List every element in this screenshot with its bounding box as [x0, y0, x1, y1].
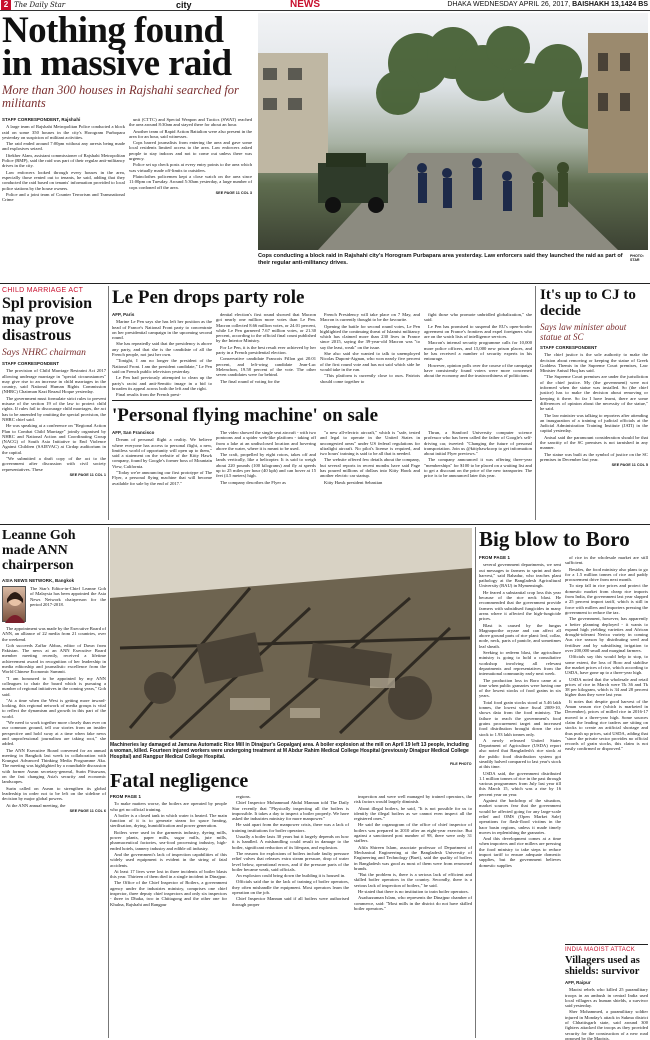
cj-byline: STAFF CORRESPONDENT [540, 345, 598, 350]
lead-photo-caption: Cops conducting a block raid in Rajshahi city's Horogram Purbapara area yesterday. Law enforcers said they launched the raid as part of their regular anti-militancy drives. [258, 253, 623, 266]
lead-see-page[interactable]: SEE PAGE 11 COL 3 [215, 190, 252, 195]
lepen-paragraph: She has repeatedly said that the presidency is above any party, and that she is the candidate of all the French people, not just her own. [112, 341, 212, 358]
boro-paragraph: Blast is caused by the fungus Magnaporthe oryzae and can affect all above ground parts of rice plant: leaf, collar, node, neck, parts of panicle, and sometimes leaf sheath. [479, 622, 561, 649]
fatal-paragraph: Usually a boiler lasts 30 years but it largely depends on how it is handled. A mishandling could result in damage to the boiler, significant reduction of its lifespan, and explosion. [232, 834, 349, 850]
boro-paragraph: Seeking to redeem blast, the agriculture ministry is going to hold a consultative workshop involving all relevant departments and representatives from the international community early next week. [479, 650, 561, 677]
cj-body [540, 345, 648, 469]
boro-paragraph: To step fall in rice prices and protect the domestic market from cheap rice imports from India, the government last year slapped a 25 percent import tariff, which is still in force with millers and importers pressing the government to reduce the tax. [565, 583, 648, 615]
fatal-paragraph: Chief Inspector Mohammad Abdul Mannan told The Daily Star recently that "Physically inspecting all the boilers is impossible. It takes a day to inspect a boiler properly. We have asked the industries ministry for more manpower." [232, 800, 349, 822]
flying-paragraph: "Today we're announcing our first prototype of The Flyer, a personal flying machine that will become available for sale by the end of 2017." [112, 470, 212, 486]
boro-paragraph: Against the backdrop of the situation, market sources fear that the government would be affected going for any large-scale relief and OMS (Open Market Sale) operations for flash-flood victims in the haor basin regions, unless it made timely moves in replenishing the granaries. [479, 798, 561, 835]
lepen-headline[interactable]: Le Pen drops party role [112, 287, 305, 308]
lepen-paragraph: Marine Le Pen says she has left her position as the head of France's National Front party to concentrate on her presidential campaign in the upcoming second round. [112, 319, 212, 341]
boro-paragraph: He feared a substantial crop loss this year because of the rice neck blast. He recommended that the government provide farmers with subsidised fungicides in many areas where it affected the high-fungicide prices. [479, 589, 561, 622]
column-rule [108, 286, 109, 520]
flying-paragraph: The company describes the Flyer as [220, 479, 286, 485]
boro-paragraph: Besides, the food ministry also plans to go for a 1.5 million tonnes of rice and paddy procurement drive from next month. [565, 566, 648, 583]
date-line [447, 0, 648, 10]
flying-column-4 [424, 430, 532, 480]
fatal-paragraph: He said the organogram of the office of chief inspector of boilers was prepared in 2010 after an eight-year exercise. But against a sanctioned post number of 98, there were only 31 staffers. [354, 822, 472, 844]
fatal-paragraph: Asaduzzaman Islam, who represents the Dinajpur chamber of commerce, said: "Most mills in the district do not have skilled boiler operators." [354, 895, 472, 911]
leanne-body [2, 626, 106, 814]
lepen-byline: AFP, Paris [112, 312, 135, 317]
boro-paragraph: And this development comes at a time when importers and rice millers are pressing the food ministry to take steps to reduce import tariff to ensure adequate domestic supplies, but the government believes domestic supplies [479, 836, 561, 868]
section-divider [0, 524, 650, 525]
boro-paragraph: of rice in the wholesale market are still sufficient. [565, 555, 648, 566]
lead-paragraph: Police set up check posts at every entry points to the area which was virtually made off-limits to outsiders. [129, 162, 252, 173]
spl-paragraph: He was speaking at a conference on "Regional Action Plan to Combat Child Marriage" jointly organised by NHRC and National Action and Coordinating Group (NACG) of South Asia Initiative to End Violence Against Children (SAIEVAC) at Cirdap auditorium in the capital. [2, 423, 106, 455]
boro-paragraph: A newly released United States Department of Agriculture (USDA) report also noted that Bangladesh's rice stock at the public food distribution system got steadily halved compared to last year's stock at this time. [479, 737, 561, 770]
lead-paragraph: Law enforcers looked through every houses in the area, especially those rented out to tenants, he said, adding that they conducted the raid based on tenants' information provided to local police stations by the house owners. [2, 169, 125, 191]
lepen-column-2 [216, 312, 316, 385]
section-divider [112, 400, 532, 401]
lepen-paragraph: She also said she wanted to talk to unemployed Nicolas Dupont-Aignan, who won nearly five percent of the first round vote and has not said which side he would take in the run. [320, 351, 420, 372]
section-divider [565, 944, 648, 945]
lead-photo-raid [258, 13, 648, 250]
boro-column-1 [479, 555, 561, 869]
lead-paragraph: Another team of Rapid Action Battalion were also present in the area for an hour, said witnesses. [129, 128, 252, 139]
leanne-paragraph: "I am honoured to be appointed by my ANN colleagues to chair the board which is pursuing a number of regional initiatives in the coming years," Goh said. [2, 675, 106, 697]
cj-headline[interactable]: It's up to CJ to decide [540, 287, 636, 319]
fatal-paragraph: About illegal boilers, he said, "It is not possible for us to identify the illegal boilers as we cannot even inspect all the registered ones." [354, 805, 472, 822]
flying-column-2 [216, 430, 316, 486]
lead-column-1 [2, 117, 125, 203]
date-text: DHAKA WEDNESDAY APRIL 26, 2017, [447, 1, 571, 8]
fatal-paragraph: Officials said due to the lack of training of boiler operators, they often mishandle the equipment. Most operators learn the operation on the job. [232, 879, 349, 896]
cj-subhead: Says law minister about statue at SC [540, 322, 627, 342]
lepen-paragraph: The final round of voting for the [220, 378, 280, 384]
maoist-headline[interactable]: Villagers used as shields: survivor [565, 955, 640, 977]
fatal-column-2 [232, 794, 349, 908]
portrait-illustration [3, 587, 27, 623]
leanne-intro [30, 586, 106, 608]
maoist-kicker: INDIA MAOIST ATTACK [565, 947, 636, 953]
section-divider [0, 283, 650, 284]
fatal-paragraph: And the government's lack of inspection capabilities of this widely used equipment is evident in the string of fatal accidents. [110, 851, 227, 868]
flying-paragraph: The company announced it was offering three-year "memberships" for $100 to be placed on a waiting list and to get a discount on the price of the new transporter. The price is to be announced later this year. [424, 457, 532, 479]
spl-headline[interactable]: Spl provision may prove disastrous [2, 295, 92, 344]
boiler-wreck-photo [110, 528, 472, 740]
fatal-paragraph: The reasons for explosions of boilers include faulty pressure relief valves that releases extra steam pressure, drop of water level below, operational errors, and if the pressure parts of the boiler became weak, said officials. [232, 850, 349, 872]
flying-paragraph: Thrun, a Stanford University computer science professor who has been called the father of Google's self-driving car, tweeted: "Changing the future of personal transportation. Join us @kittyhawkcorp to get information about initial Flyer previews." [424, 430, 532, 457]
leanne-byline: ASIA NEWS NETWORK, Bangkok [2, 578, 75, 583]
lead-paragraph: unit (CTTC) and Special Weapon and Tactics (SWAT) reached the area around 8:30am and stayed there for about an hour. [129, 117, 252, 128]
flying-paragraph: The website offered few details about the company, but several reports in recent months have said Page has poured millions of dollars into Kitty Hawk and another electric car startup. [320, 457, 420, 479]
fatal-byline: FROM PAGE 1 [110, 794, 142, 799]
fatal-paragraph: At least 17 lives were lost in three incidents of boiler blasts this year. Thirteen of them died in a single incident in Dinajpur. [110, 868, 227, 880]
bengali-date: BAISHAKH 13,1424 BS [572, 1, 648, 8]
cj-paragraph: The chief justice is the sole authority to make the decision about removing or keeping the statue of Greek Goddess Themis in the Supreme Court premises, Law Minister Anisul Huq has said. [540, 352, 648, 374]
leanne-paragraph: Surin called on Asean to strengthen its global leadership in order not to be left on the sideline of decision by major global powers. [2, 785, 106, 802]
fatal-paragraph: Chief Inspector Mannan said if all boilers were authorised through proper [232, 896, 349, 907]
fatal-paragraph: The Office of the Chief Inspector of Boilers, a government agency under the industries ministry, comprises one chief inspector, three deputy chief inspectors and only six inspectors - three in Dhaka, two in Chittagong and the other one for Khulna, Rajshahi and Rangpur [110, 880, 227, 907]
fatal-paragraph: inspection and were well managed by trained operators, the risk factors would largely diminish. [354, 794, 472, 805]
section-label: city [176, 0, 192, 10]
column-rule [535, 286, 536, 520]
news-label: NEWS [290, 0, 320, 10]
leanne-paragraph: The appointment was made by the Executive Board of ANN, an alliance of 22 media from 21 countries, over the weekend. [2, 626, 107, 642]
leanne-paragraph: At the ANN annual meeting, the [6, 802, 66, 808]
lepen-column-1 [112, 312, 212, 398]
cj-paragraph: Anisul said the paramount consideration should be that the sanctity of the SC premises is not tarnished in any manner. [540, 434, 648, 451]
flying-headline[interactable]: 'Personal flying machine' on sale [112, 405, 378, 426]
lepen-paragraph: "This platform is currently close to ours. Patriots should come together to [320, 373, 420, 384]
spl-see-page[interactable]: SEE PAGE 11 COL 1 [69, 472, 106, 477]
lepen-column-4 [424, 312, 532, 380]
fatal-paragraph: "But the problem is, there is a serious lack of efficient and skilled boiler operators in the country. Secondly, there is a serious lack of inspection of boilers," he said. [354, 872, 472, 888]
leanne-paragraph: The ANN Executive Board convened for an annual meeting in Bangkok last week in collaboration with Krungsri Advanced Thinking Media Programme Aka. The meeting was highlighted by a roundtable discussion with former Asean secretary-general, Surin Pitsuwan, on the fast changing Asia's security and economic landscapes. [2, 747, 106, 785]
lead-photo-credit: PHOTO: STAR [630, 254, 644, 262]
lead-paragraph: Cops barred journalists from entering the area and gave some local residents limited access to the area. Law enforcers asked people to stay indoors and not to come out unless there was urgency. [129, 140, 252, 162]
spl-kicker: CHILD MARRIAGE ACT [2, 287, 84, 294]
flying-byline: AFP, San Francisco [112, 430, 155, 435]
fatal-paragraph: To make matters worse, the boilers are operated by people who get no official training. [110, 801, 227, 812]
lepen-paragraph: Conservative candidate Francois Fillon got 20.01 percent, and left-wing candidate Jean-Luc Melenchon, 19.58 percent of the vote. The other seven candidates were far behind. [216, 356, 316, 378]
boro-paragraph: Officials say this would help to stop, to some extent, the loss of Boro and stabilise the market prices of rice, which according to USDA, have gone up to a three-year high. [565, 654, 648, 676]
fatal-column-1 [110, 794, 227, 908]
cj-paragraph: The law minister was talking to reporters after attending an inauguration of a training of judicial officials at the Judicial Administration Training Institute (JATI) in the capital yesterday. [540, 412, 648, 434]
lepen-paragraph: dential election's first round showed that Macron got nearly one million more votes than Le Pen. Macron collected 8.66 million votes, or 24.01 percent, while Le Pen garnered 7.67 million votes, or 21.30 percent, according to the official final count published by the Interior Ministry. [216, 312, 316, 344]
boro-column-2 [565, 555, 648, 753]
lepen-paragraph: fight those who promote unbridled globalization," she said. [424, 312, 532, 323]
boro-paragraph: Total food grain stocks stood at 5.46 lakh tonnes, the lowest since fiscal 2009-10, shows data from the food ministry. The failure to reach the government's food grains procurement target and increased food distribution brought down the rice stock to 1.93 lakh tonnes only. [479, 699, 561, 737]
fatal-headline[interactable]: Fatal negligence [110, 770, 249, 792]
leanne-headline[interactable]: Leanne Goh made ANN chairperson [2, 528, 76, 573]
lepen-paragraph: Macron's internal security programme calls for 10,000 more police officers, and 15,000 new prison places, and he has received a number of security experts in his entourage. [424, 340, 532, 362]
lead-paragraph: A large team of Rajshahi Metropolitan Police conducted a block raid on some 350 houses in the city's Horogram Purbopara yesterday on suspicion of militant activities. [2, 124, 125, 140]
maoist-paragraph: Maoist rebels who killed 25 paramilitary troops in an ambush in central India used local villagers as human shields, a survivor said yesterday. [565, 987, 648, 1009]
lead-headline[interactable]: Nothing found in massive raid [2, 10, 232, 84]
boro-paragraph: USDA noted that the wholesale and retail prices of rice in March were Tk 36 and Tk 38 per kilogram, which is 34 and 28 percent higher than they were last year. [565, 676, 648, 698]
lead-column-2 [129, 117, 252, 196]
leanne-goh-portrait [2, 586, 26, 622]
lepen-paragraph: For Le Pen, it is the best result ever achieved by her party in a French presidential election. [216, 344, 316, 356]
wreck-illustration [110, 528, 472, 740]
maoist-byline: AFP, Raipur [565, 980, 591, 985]
column-rule [108, 527, 109, 1038]
lepen-paragraph: Opening the battle for second round votes, Le Pen highlighted the continuing threat of Islamist militancy which has claimed more than 230 lives in France since 2015, saying the 39-year-old Macron was "to say the least, weak" on the issue. [320, 323, 420, 350]
flying-column-3 [320, 430, 420, 486]
cj-see-page[interactable]: SEE PAGE 11 COL 5 [611, 463, 648, 468]
fatal-paragraph: He stated that there is no institution to train boiler operators. [358, 889, 469, 895]
boro-paragraph: USDA said, the government distributed 1.1 million tonnes of rice in the past through various programmes from July last year till this March 15, which was a rise by 16 percent year on year. [479, 770, 561, 797]
flying-paragraph: "a new all-electric aircraft," which is "safe, tested and legal to operate in the United States in uncongested areas" under US federal regulations for ultralight aircraft. No pilot's license is required, and two hours' training is said to be all that is needed. [320, 430, 420, 457]
flying-paragraph: The video showed the single seat aircraft - with two pontoons and a spider web-like platform - taking off from a lake at an undisclosed location and hovering above the water, where it is meant to be used. [216, 430, 316, 451]
fatal-paragraph: Boilers were used in the garments industry, dyeing mills, power plants, paper mills, sugar mills, jute mills, pharmaceutical factories, sea-food processing industry, high-ended hotels, tannery industry and edible oil industry. [110, 829, 227, 851]
raid-scene-illustration [258, 13, 648, 250]
lepen-paragraph: Le Pen has promised to suspend the EU's open-border agreement on France's frontiers and expel foreigners who are on the watch lists of intelligence services. [424, 323, 532, 340]
leanne-paragraph: The Star's Editor-in-Chief Leanne Goh of Malaysia has been appointed the Asia News Network chairperson for the period 2017-2018. [30, 586, 106, 607]
lepen-paragraph: French Presidency will take place on 7 May, and Macron is currently thought to be the favourite. [320, 312, 420, 323]
boro-paragraph: It notes that despite good harvest of the Aman season rice (which is marketed in December), prices of milled rice in 2016-17 moved to a three-year high. Some sources claim the leading rice traders are sitting on stocks to create an artificial shortage and thus push up prices, said USDA, adding that "since the private sector provides no official records of grain stocks, this claim is not easily confirmed or disproved." [565, 698, 648, 752]
lead-paragraph: Iftekher Alam, assistant commissioner of Rajshahi Metropolitan Police (RMP), said the raid was part of their regular anti-militancy drives in the city. [2, 152, 125, 169]
flying-column-1 [112, 430, 212, 487]
maoist-body [565, 980, 648, 1040]
spl-byline: STAFF CORRESPONDENT [2, 361, 60, 366]
fatal-paragraph: regions. [236, 794, 251, 799]
boro-paragraph: The government, however, has apparently a better planning deployed - it wants to expand high yielding varieties and African drought-tolerant Nerica variety in coming Aus rice season by distributing seed and fertiliser and by subsidising irrigation to over 200,000 small and marginal farmers. [565, 616, 648, 654]
lepen-paragraph: "Tonight, I am no longer the president of the National Front. I am the president candidate," Le Pen said on French public television yesterday. [112, 358, 212, 374]
spl-body [2, 361, 106, 478]
lepen-paragraph: Final results from the French presi- [116, 392, 181, 398]
boro-byline: FROM PAGE 1 [479, 555, 511, 560]
maoist-paragraph: Sher Mohammed, a paramilitary soldier injured in Monday's attack in Sukma district of Chhattisgarh state, said around 300 fighters attacked the troops as they provided security for the construction of a new road opposed by the Maoists. [565, 1009, 648, 1040]
cj-paragraph: The statue was built as the symbol of justice on the SC premises in December last year. [540, 451, 648, 462]
lepen-paragraph: However, opinion polls over the course of the campaign have consistently found voters were more concerned about the economy and the trustworthiness of politicians. [424, 362, 532, 379]
boro-headline[interactable]: Big blow to Boro [479, 527, 630, 551]
fatal-paragraph: A boiler is a closed tank in which water is heated. The main function of it is to generate steam for space heating, sterilisation, drying, humidification and power generation. [110, 812, 227, 829]
lead-paragraph: Police and a joint team of Counter Terrorism and Transnational Crime [2, 191, 125, 203]
flying-paragraph: Dream of personal flight a reality. We believe where everyone has access to personal flight, a new, limitless world of opportunity will open up to them," said a statement on the website of the Kitty Hawk company, found by Google's former boss of Mountain View, California. [112, 437, 212, 469]
boiler-photo-caption: Machineries lay damaged at Jamuna Automatic Rice Mill in Dinajpur's Gopalganj area. A boiler explosion at the mill on April 19 left 13 people, including a woman, killed. Fourteen injured workers were undergoing treatment at M Abdur Rahim Medical College Hospital (previously Dinajpur Medical College Hospital) and Rangpur Medical College Hospital. [110, 742, 469, 761]
spl-paragraph: "We submitted a draft copy of the act to the government after discussion with civil society representatives. These [2, 456, 106, 472]
spl-paragraph: The government must formulate strict rules to prevent misuse of the section 19 of the law to protect child rights. If rules fail to discourage child marriages, the act has to be amended by omitting the special provision, the NHRC chief said. [2, 395, 106, 422]
leanne-paragraph: Goh succeeds Zaffar Abbas, editor of Dawn from Pakistan. The news at an ANN Executive Board member meeting recently, received a lifetime achievement award in recognition of her leadership in media editorship and journalistic excellence from the World Chinese Economic Summit. [2, 642, 106, 675]
fatal-paragraph: Afifa Shireen Islam, associate professor of Department of Mechanical Engineering at the Bangladesh University of Engineering and Technology (Buet), said the quality of boilers in Bangladesh was good as most of them were from renowned brands. [354, 844, 472, 871]
leanne-paragraph: "At a time when the West is getting more inward-looking, this regional network of media groups is vital to reflect the dynamism and growth in this part of the world. [2, 697, 106, 719]
leanne-paragraph: "We need to work together more closely than ever on our common ground, tell our stories from an insider perspective and hold sway at a time when fake news and unprofessional journalism are taking root," she added. [2, 720, 106, 747]
lepen-column-3 [320, 312, 420, 385]
fatal-column-3 [354, 794, 472, 912]
boro-paragraph: several government departments, we sent out messages to farmers to sprint and their harvest," said Bahadur, who teaches plant pathology at the Bangladesh Agricultural University (BAU) in Mymensingh. [479, 562, 561, 589]
lead-byline: STAFF CORRESPONDENT, Rajshahi [2, 117, 81, 122]
boiler-photo-credit: FILE PHOTO [450, 762, 472, 766]
fatal-paragraph: An explosion could bring down the building it is housed in. [236, 873, 346, 879]
lead-paragraph: Plainclothes policemen kept a close watch on the area since 11:00pm on Tuesday. Around 5:30am yesterday, a large number of cops cordoned off the area. [129, 173, 252, 190]
lepen-paragraph: Le Pen had previously attempted to clean up the party's racist and anti-Semitic image in a bid to broaden its appeal across both the left and the right. [112, 375, 212, 391]
page-number: 2 [1, 0, 11, 10]
spl-subhead: Says NHRC chairman [2, 348, 86, 358]
lead-paragraph: The raid ended around 7:00pm without any arrests being made and explosives seized. [2, 141, 125, 152]
spl-paragraph: The provision of Child Marriage Restraint Act 2017 allowing underage marriage in "special circumstances" may give rise to an increase in child marriages in the country, said National Human Rights Commission (NHRC) Chairman Kazi Reazul Hoque yesterday. [2, 368, 106, 395]
boro-paragraph: The production loss in Boro came at a time when public granaries were having one of the lowest stocks of food grains in six years. [479, 677, 561, 699]
flying-paragraph: The craft, propelled by eight rotors, takes off and lands vertically, like a helicopter. It is said to weigh about 220 pounds (100 kilograms) and fly at speeds up to 25 miles per hour (40 kph) and can hover at 15 feet (4.5 meters) high. [216, 452, 316, 479]
cj-paragraph: "The Supreme Court premises are under the jurisdiction of the chief justice. My (the government) were not informed when the statue was installed. So (the chief justice) has to make the decision about removing or keeping it there. So far I have learnt, there are some differences of opinion about the necessity of the statue," he said. [540, 374, 648, 412]
paper-name: The Daily Star [14, 1, 66, 9]
column-rule [475, 527, 476, 1038]
fatal-paragraph: He said apart from the manpower crisis, there was a lack of training institutions for boiler operators. [232, 822, 349, 833]
leanne-see-page[interactable]: SEE PAGE 11 COL 6 [69, 808, 106, 813]
flying-paragraph: Kitty Hawk president Sebastian [324, 479, 383, 485]
lead-subhead: More than 300 houses in Rajshahi searched for militants [2, 83, 239, 110]
